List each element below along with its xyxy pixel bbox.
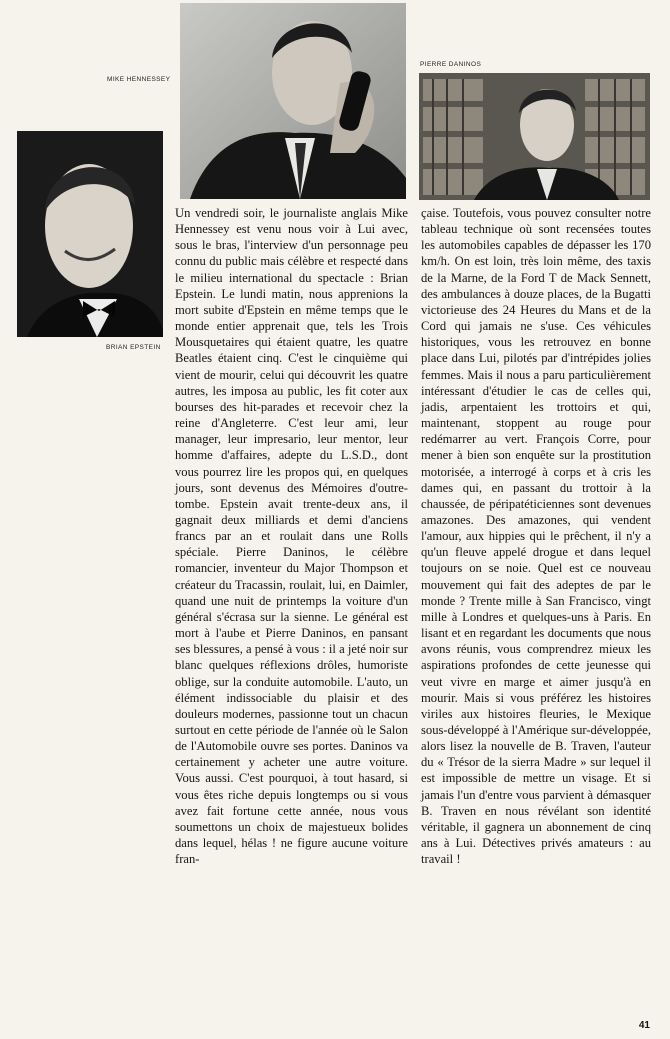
photo-pierre-daninos: [419, 73, 650, 200]
portrait-man-on-telephone-icon: [180, 3, 406, 199]
portrait-smiling-man-bow-tie-icon: [17, 131, 163, 337]
caption-pierre-daninos: PIERRE DANINOS: [420, 61, 482, 68]
article-column-2: [421, 205, 651, 867]
article-text-col2: çaise. Toutefois, vous pouvez consulter notre tableau technique où sont recensées toutes les automobiles capables de dépasser les 170 km/h. On est loin, très loin même, des taxis de la Marne, de la Ford T de Mack Sennett, des ambulances à douze places, de la Bugatti victorieuse des 24 Heures du Mans et de la Cord qui jamais ne s'use. Ces véhicules historiques, vous les retrouvez en bonne place dans Lui, pilotés par d'intrépides jolies femmes. Mais il nous a paru particulièrement intéressant d'étudier le cas de celles qui, jadis, arpentaient les trottoirs et qui, maintenant, stoppent au rouge pour redémarrer au vert. François Corre, pour mener à bien son enquête sur la prostitution motorisée, a interrogé à corps et à cris les dames qui, en passant du trottoir à la chaussée, de péripatéticiennes sont devenues amazones. Des amazones, qui vendent l'amour, aux hippies qui le prêchent, il n'y a qu'un fleuve appelé drogue et dans lequel toujours on se noie. Quel est ce nouveau mouvement qui fait des adeptes de par le monde ? Trente mille à San Francisco, vingt mille à Londres et quelques-uns à Paris. En lisant et en regardant les documents que nous avons réunis, vous comprendrez mieux les aspirations profondes de cette jeunesse qui veut vivre en marge et aimer jusqu'à en mourir. Mais si vous préférez les histoires viriles aux histoires fleuries, le Mexique sous-développé à l'Amérique sur-développée, alors lisez la nouvelle de B. Traven, l'auteur du « Trésor de la sierra Madre » sur lequel il est impossible de mettre un visage. Et si jamais l'un d'entre vous parvient à démasquer B. Traven en nous révélant son identité véritable, il gagnera un abonnement de cinq ans à Lui. Détectives privés amateurs : au travail !: [421, 206, 651, 867]
page-number: 41: [638, 1020, 650, 1031]
article-text-col1: Un vendredi soir, le journaliste anglais Mike Hennessey est venu nous voir à Lui avec, sous le bras, l'interview d'un personnage peu connu du public mais célèbre et respecté dans le milieu international du spectacle : Brian Epstein. Le lundi matin, nous apprenions la mort subite d'Epstein en même temps que le monde entier apprenait que, tels les Trois Mousquetaires qui étaient quatre, les quatre Beatles étaient cinq. C'est le cinquième qui vient de mourir, celui qui découvrit les quatre autres, les imposa au public, les fit coter aux bourses des hit-parades et recevoir chez la reine d'Angleterre. C'est leur ami, leur manager, leur impresario, leur mentor, leur homme d'affaires, adepte du L.S.D., dont vous pourrez lire les propos qui, en quelques jours, sont devenus des Mémoires d'outre-tombe. Epstein avait trente-deux ans, il gagnait deux milliards et demi d'anciens francs par an et roulait dans une Rolls spéciale. Pierre Daninos, le célèbre romancier, inventeur du Major Thompson et créateur du Tracassin, roulait, lui, en Daimler, quand une nuit de printemps la voiture d'un général s'écrasa sur la sienne. Le général est mort à l'aube et Pierre Daninos, en pansant ses blessures, a pensé à vous : il a jeté noir sur blanc quelques réflexions drôles, humoriste oblige, sur la conduite automobile. L'auto, un élément indissociable du plaisir et des douleurs modernes, passionne tout un chacun surtout en cette période de l'année où le Salon de l'Automobile ouvre ses portes. Daninos va certainement y acheter une autre voiture. Vous aussi. C'est pourquoi, à tout hasard, si vous êtes riche depuis longtemps ou si vous avez fait fortune cette année, nous vous soumettons un choix de majestueux bolides dans lequel, hélas ! ne figure aucune voiture fran-: [175, 206, 408, 867]
article-column-1: [175, 205, 408, 867]
portrait-man-before-bookshelves-icon: [419, 73, 650, 200]
photo-brian-epstein: [17, 131, 163, 337]
caption-brian-epstein: BRIAN EPSTEIN: [106, 344, 161, 351]
caption-mike-hennessey: MIKE HENNESSEY: [107, 76, 171, 83]
photo-mike-hennessey: [180, 3, 406, 199]
